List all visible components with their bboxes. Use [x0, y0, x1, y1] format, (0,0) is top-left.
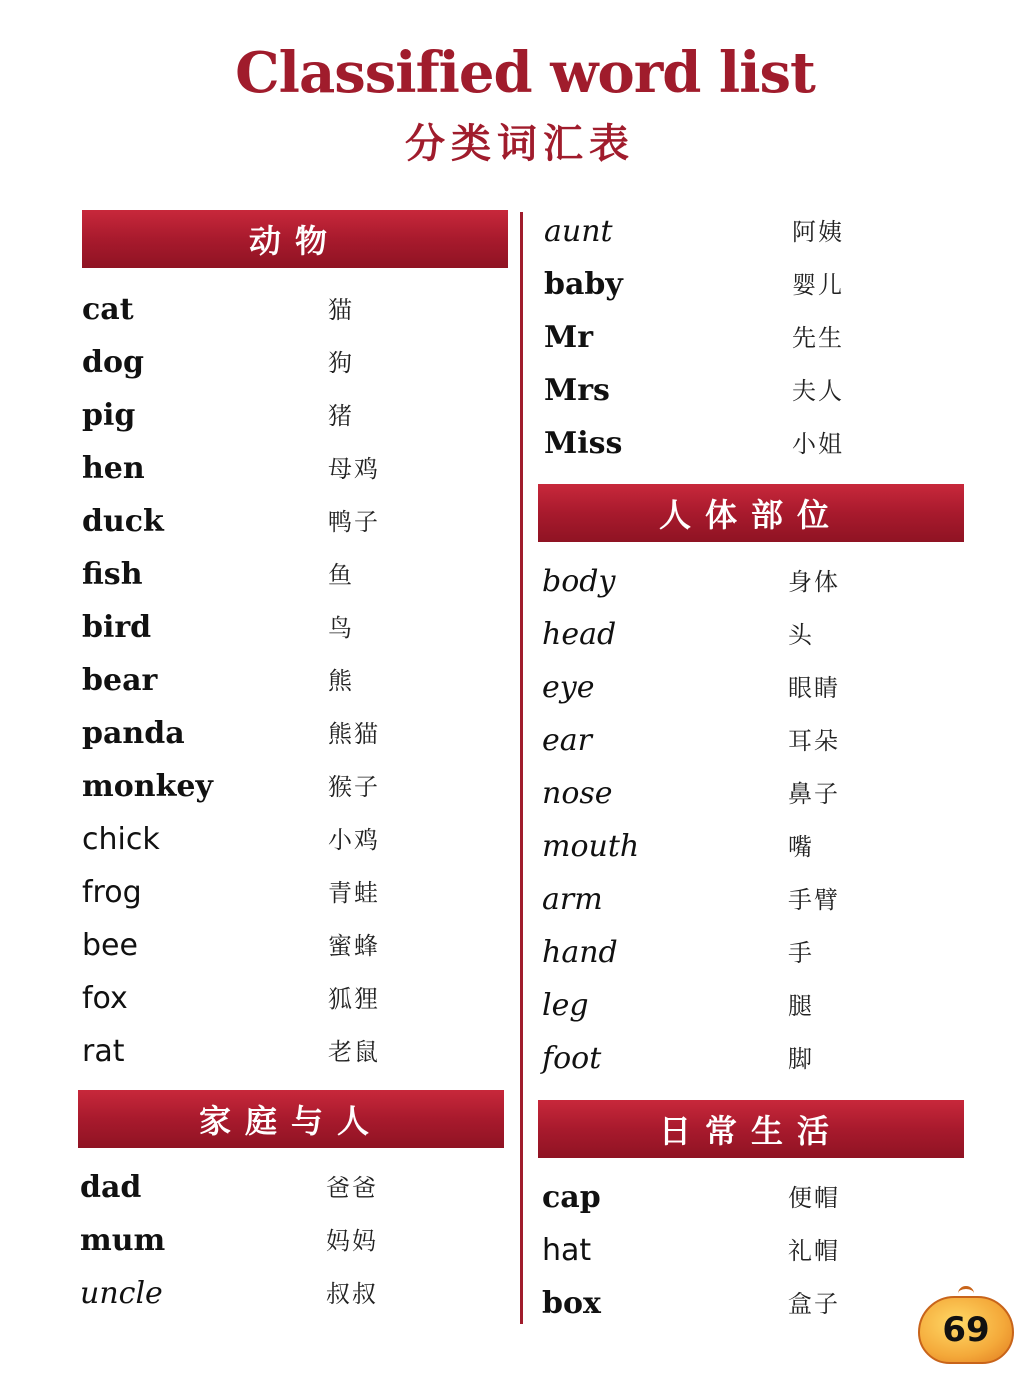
english-word: aunt [544, 214, 613, 249]
chinese-translation: 蜜蜂 [328, 932, 380, 960]
english-word: hen [82, 451, 145, 486]
chinese-translation: 老鼠 [328, 1038, 380, 1066]
chinese-translation: 便帽 [788, 1184, 840, 1212]
word-row [542, 774, 962, 824]
page-title-english: Classified word list [235, 40, 815, 106]
chinese-translation: 身体 [788, 568, 840, 596]
section-header-daily: 日常生活 [538, 1100, 964, 1158]
chinese-translation: 先生 [792, 324, 844, 352]
english-word: frog [82, 875, 142, 910]
chinese-translation: 耳朵 [788, 727, 840, 755]
word-row [80, 1274, 500, 1324]
page-number-badge: 69 [918, 1296, 1014, 1364]
word-row [542, 562, 962, 612]
word-row [542, 1178, 962, 1228]
chinese-translation: 礼帽 [788, 1237, 840, 1265]
word-row [82, 290, 502, 340]
chinese-translation: 母鸡 [328, 455, 380, 483]
english-word: hat [542, 1233, 592, 1268]
english-word: body [542, 564, 616, 599]
english-word: fish [82, 557, 143, 592]
chinese-translation: 手臂 [788, 886, 840, 914]
word-row [82, 555, 502, 605]
word-row [82, 714, 502, 764]
english-word: mouth [542, 829, 640, 864]
word-row [544, 212, 964, 262]
english-word: fox [82, 981, 128, 1016]
word-row [542, 986, 962, 1036]
chinese-translation: 腿 [788, 992, 814, 1020]
word-row [82, 608, 502, 658]
word-row [542, 1284, 962, 1334]
section-header-family: 家庭与人 [78, 1090, 504, 1148]
word-row [82, 820, 502, 870]
word-row [544, 265, 964, 315]
english-word: Mr [544, 320, 594, 355]
word-row [544, 318, 964, 368]
word-row [544, 424, 964, 474]
english-word: box [542, 1286, 601, 1321]
chinese-translation: 鸟 [328, 614, 354, 642]
chinese-translation: 猫 [328, 296, 354, 324]
english-word: panda [82, 716, 185, 751]
word-row [542, 880, 962, 930]
chinese-translation: 猪 [328, 402, 354, 430]
chinese-translation: 夫人 [792, 377, 844, 405]
word-row [82, 449, 502, 499]
word-row [80, 1221, 500, 1271]
chinese-translation: 鼻子 [788, 780, 840, 808]
chinese-translation: 盒子 [788, 1290, 840, 1318]
english-word: dad [80, 1170, 142, 1205]
word-row [544, 371, 964, 421]
chinese-translation: 小鸡 [328, 826, 380, 854]
english-word: bird [82, 610, 152, 645]
word-row [542, 933, 962, 983]
english-word: arm [542, 882, 603, 917]
english-word: pig [82, 398, 136, 433]
english-word: hand [542, 935, 618, 970]
english-word: cap [542, 1180, 601, 1215]
word-row [82, 1032, 502, 1082]
chinese-translation: 妈妈 [326, 1227, 378, 1255]
english-word: ear [542, 723, 592, 758]
chinese-translation: 手 [788, 939, 814, 967]
word-row [82, 396, 502, 446]
word-row [542, 615, 962, 665]
english-word: dog [82, 345, 144, 380]
english-word: Mrs [544, 373, 610, 408]
chinese-translation: 叔叔 [326, 1280, 378, 1308]
chinese-translation: 狗 [328, 349, 354, 377]
english-word: monkey [82, 769, 213, 804]
chinese-translation: 鸭子 [328, 508, 380, 536]
word-row [82, 767, 502, 817]
english-word: bear [82, 663, 158, 698]
english-word: chick [82, 822, 160, 857]
english-word: baby [544, 267, 623, 302]
chinese-translation: 狐狸 [328, 985, 380, 1013]
word-row [542, 1231, 962, 1281]
chinese-translation: 熊 [328, 667, 354, 695]
word-row [82, 873, 502, 923]
chinese-translation: 熊猫 [328, 720, 380, 748]
english-word: bee [82, 928, 138, 963]
word-row [542, 827, 962, 877]
word-row [82, 343, 502, 393]
english-word: mum [80, 1223, 166, 1258]
word-row [82, 926, 502, 976]
page-title-chinese: 分类词汇表 [405, 121, 635, 167]
english-word: Miss [544, 426, 623, 461]
word-row [542, 668, 962, 718]
english-word: rat [82, 1034, 125, 1069]
chinese-translation: 鱼 [328, 561, 354, 589]
word-row [82, 979, 502, 1029]
word-row [542, 1039, 962, 1089]
chinese-translation: 青蛙 [328, 879, 380, 907]
chinese-translation: 脚 [788, 1045, 814, 1073]
chinese-translation: 小姐 [792, 430, 844, 458]
chinese-translation: 婴儿 [792, 271, 844, 299]
word-row [80, 1168, 500, 1218]
chinese-translation: 嘴 [788, 833, 814, 861]
english-word: foot [542, 1041, 602, 1076]
word-row [82, 502, 502, 552]
word-row [542, 721, 962, 771]
english-word: head [542, 617, 617, 652]
section-header-animals: 动物 [82, 210, 508, 268]
column-divider [520, 212, 523, 1324]
chinese-translation: 爸爸 [326, 1174, 378, 1202]
chinese-translation: 猴子 [328, 773, 380, 801]
english-word: uncle [80, 1276, 163, 1311]
chinese-translation: 阿姨 [792, 218, 844, 246]
chinese-translation: 眼睛 [788, 674, 840, 702]
chinese-translation: 头 [788, 621, 814, 649]
english-word: duck [82, 504, 164, 539]
english-word: eye [542, 670, 595, 705]
english-word: leg [542, 988, 589, 1023]
word-row [82, 661, 502, 711]
english-word: cat [82, 292, 134, 327]
section-header-body: 人体部位 [538, 484, 964, 542]
english-word: nose [542, 776, 613, 811]
